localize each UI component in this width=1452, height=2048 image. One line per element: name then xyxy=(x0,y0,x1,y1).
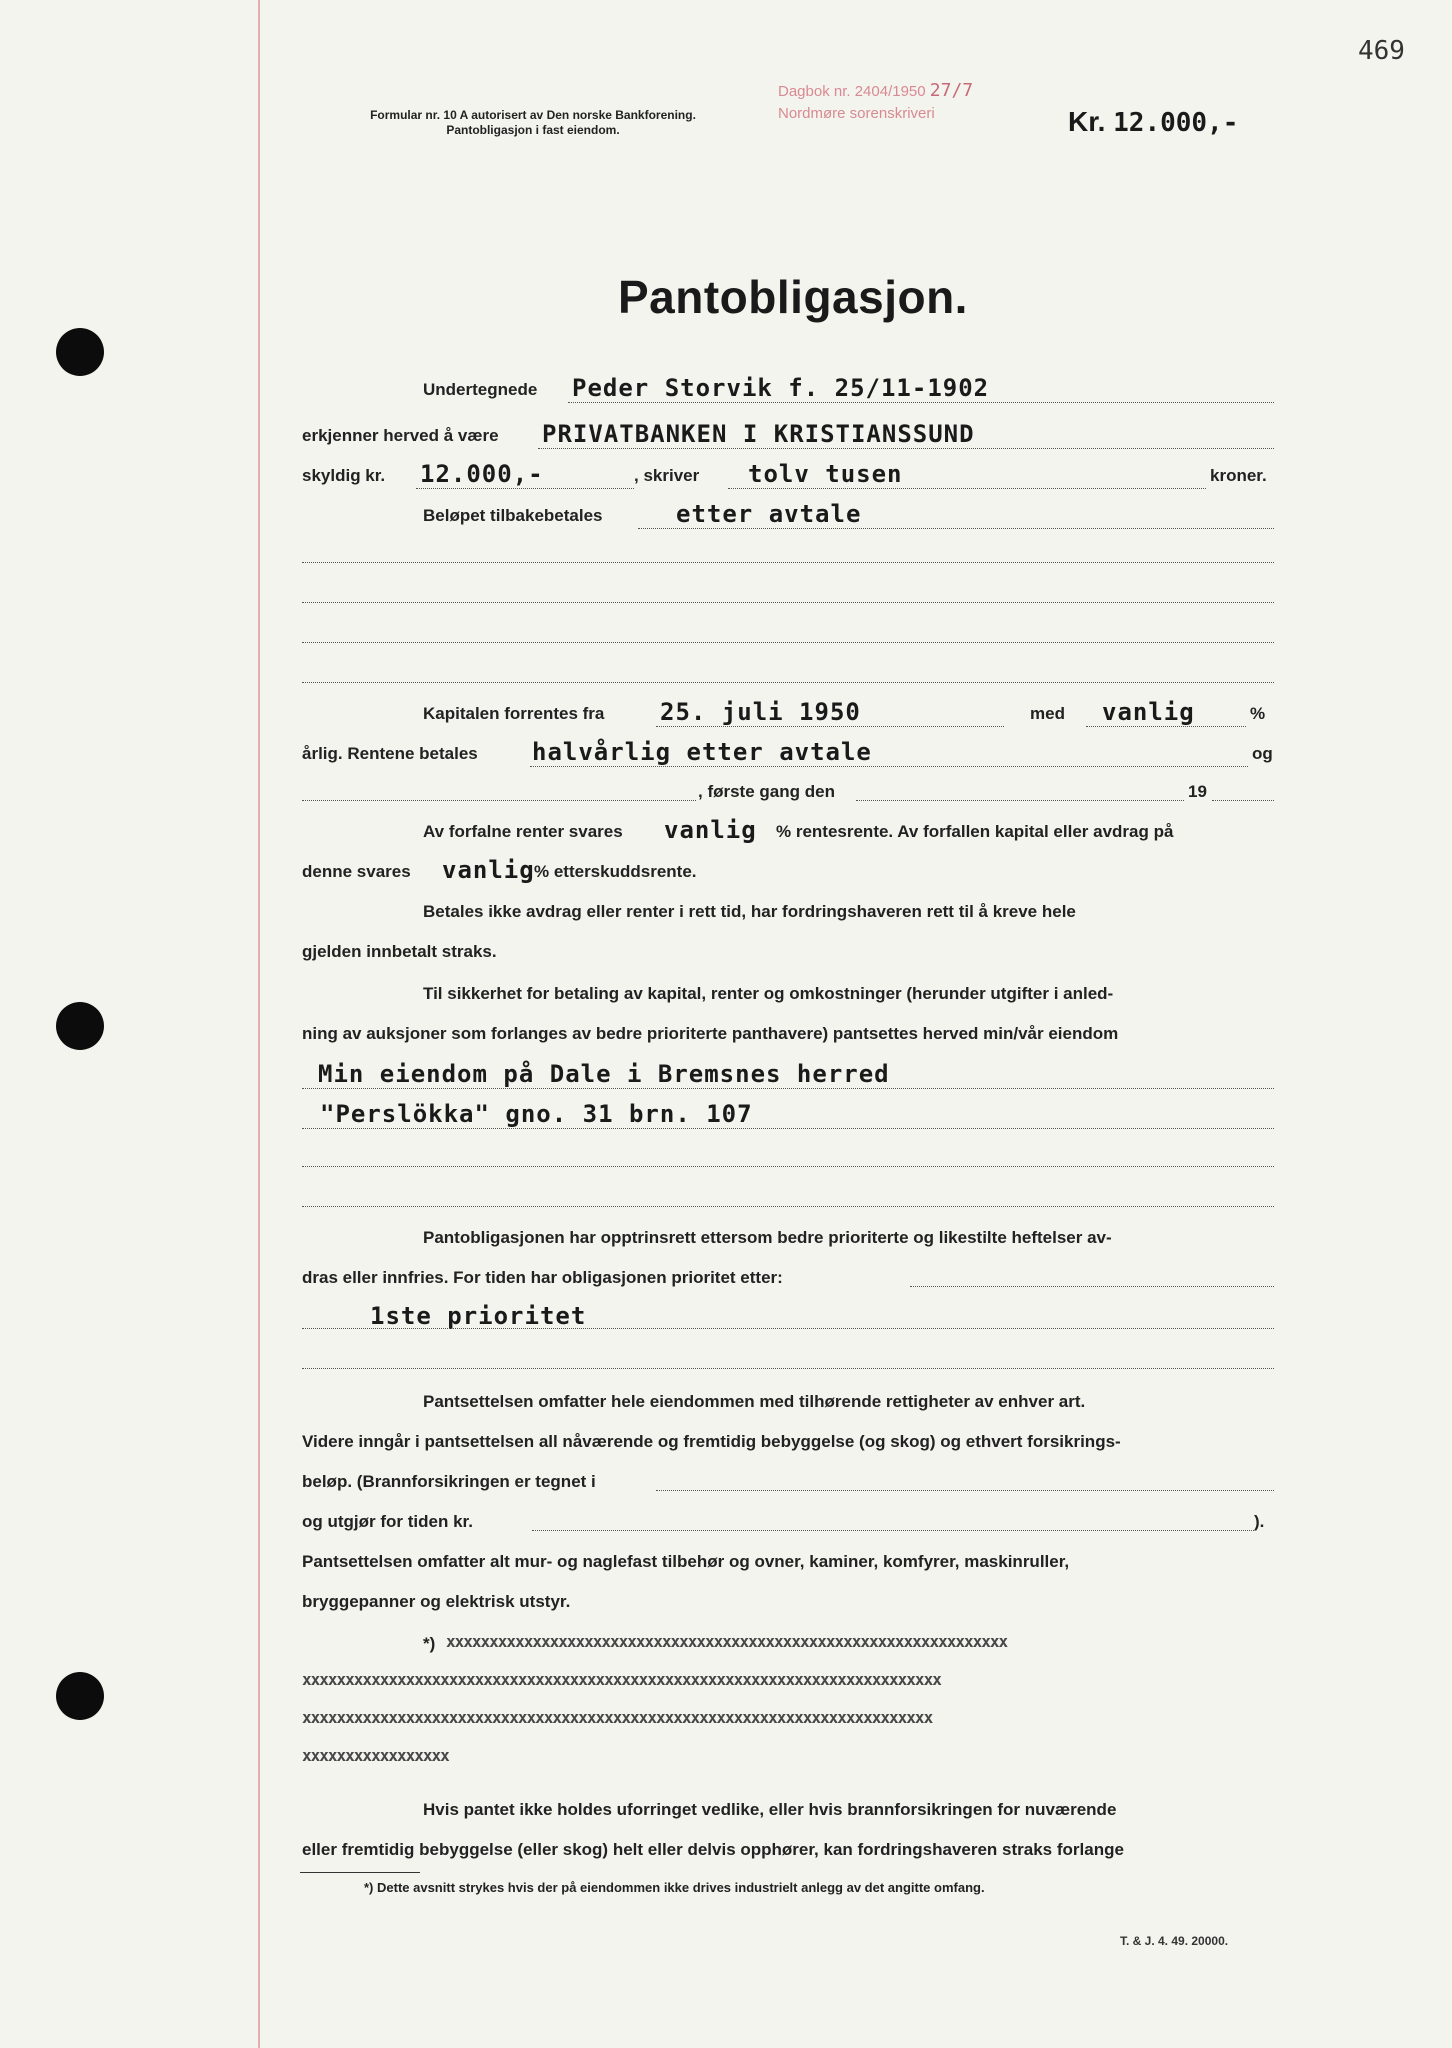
skriver-label: , skriver xyxy=(634,466,700,485)
registration-stamp xyxy=(778,80,973,122)
forfalne-label: Av forfalne renter svares xyxy=(423,822,623,841)
punch-hole-top xyxy=(56,328,104,376)
property-line1: Min eiendom på Dale i Bremsnes herred xyxy=(318,1060,890,1088)
struck-line3: xxxxxxxxxxxxxxxxxxxxxxxxxxxxxxxxxxxxxxxxxxxxxxxxxxxxxxxxxxxxxxxxxxxxxxxxx xyxy=(302,1708,933,1727)
year-label: 19 xyxy=(1188,782,1207,801)
rule xyxy=(302,1328,1274,1329)
rule xyxy=(656,726,1004,727)
creditor-field: PRIVATBANKEN I KRISTIANSSUND xyxy=(542,420,975,448)
punch-hole-bottom xyxy=(56,1672,104,1720)
tilbake-label: Beløpet tilbakebetales xyxy=(423,506,603,525)
rule xyxy=(302,602,1274,603)
betales-line1: Betales ikke avdrag eller renter i rett tid, har fordringshaveren rett til å kreve hele xyxy=(423,902,1076,921)
punch-hole-middle xyxy=(56,1002,104,1050)
form-header xyxy=(298,108,768,138)
rule xyxy=(302,1128,1274,1129)
rule xyxy=(302,682,1274,683)
struck-marker: *) xyxy=(423,1634,436,1653)
interest-payment-field: halvårlig etter avtale xyxy=(532,738,872,766)
rule xyxy=(302,800,696,801)
debt-amount-field: 12.000,- xyxy=(420,460,544,488)
omfatter-line5: Pantsettelsen omfatter alt mur- og naglefast tilbehør og ovner, kaminer, komfyrer, maskinruller, xyxy=(302,1552,1070,1571)
omfatter-line4: og utgjør for tiden kr. xyxy=(302,1512,473,1531)
erkjenner-label: erkjenner herved å være xyxy=(302,426,499,445)
forfalne-rest: % rentesrente. Av forfallen kapital eller avdrag på xyxy=(776,822,1174,841)
rule xyxy=(538,448,1274,449)
kapital-label: Kapitalen forrentes fra xyxy=(423,704,605,723)
betales-line2: gjelden innbetalt straks. xyxy=(302,942,497,961)
amount-words-field: tolv tusen xyxy=(748,460,903,488)
rule xyxy=(638,528,1274,529)
footnote: *) Dette avsnitt strykes hvis der på eiendommen ikke drives industrielt anlegg av det angitte omfang. xyxy=(364,1880,985,1895)
opptrinn-line1: Pantobligasjonen har opptrinsrett ettersom bedre prioriterte og likestilte heftelser av- xyxy=(423,1228,1112,1247)
sikkerhet-line1: Til sikkerhet for betaling av kapital, renter og omkostninger (herunder utgifter i anled- xyxy=(423,984,1114,1003)
stamp-line2: Nordmøre sorenskriveri xyxy=(778,105,935,122)
omfatter-line2: Videre inngår i pantsettelsen all nåværende og fremtidig bebyggelse (og skog) og ethvert forsikrings- xyxy=(302,1432,1121,1451)
kroner-label: kroner. xyxy=(1210,466,1267,485)
rule xyxy=(532,1530,1254,1531)
struck-line1: xxxxxxxxxxxxxxxxxxxxxxxxxxxxxxxxxxxxxxxxxxxxxxxxxxxxxxxxxxxxxxxxx xyxy=(446,1632,1008,1651)
med-label: med xyxy=(1030,704,1065,723)
aarlig-label: årlig. Rentene betales xyxy=(302,744,478,763)
form-header-line1: Formular nr. 10 A autorisert av Den norske Bankforening. xyxy=(370,108,696,122)
rule xyxy=(910,1286,1274,1287)
late-interest-field: vanlig xyxy=(442,856,535,884)
rule xyxy=(302,1368,1274,1369)
rule xyxy=(728,488,1206,489)
margin-line xyxy=(258,0,260,2048)
rule xyxy=(302,1206,1274,1207)
og-label: og xyxy=(1252,744,1273,763)
rule xyxy=(302,562,1274,563)
omfatter-line3: beløp. (Brannforsikringen er tegnet i xyxy=(302,1472,596,1491)
rule xyxy=(416,488,634,489)
footnote-divider xyxy=(300,1872,420,1873)
property-line2: "Perslökka" gno. 31 brn. 107 xyxy=(320,1100,753,1128)
omfatter-line6: bryggepanner og elektrisk utstyr. xyxy=(302,1592,571,1611)
interest-start-field: 25. juli 1950 xyxy=(660,698,861,726)
denne-rest: % etterskuddsrente. xyxy=(534,862,697,881)
vedlike-line1: Hvis pantet ikke holdes uforringet vedlike, eller hvis brannforsikringen for nuværende xyxy=(423,1800,1117,1819)
struck-line2: xxxxxxxxxxxxxxxxxxxxxxxxxxxxxxxxxxxxxxxxxxxxxxxxxxxxxxxxxxxxxxxxxxxxxxxxxx xyxy=(302,1670,941,1689)
rule xyxy=(1086,726,1246,727)
document-title: Pantobligasjon. xyxy=(618,271,968,323)
stamp-line1: Dagbok nr. 2404/1950 xyxy=(778,83,926,100)
forste-label: , første gang den xyxy=(698,782,835,801)
omfatter-line4-end: ). xyxy=(1254,1512,1265,1531)
percent-label: % xyxy=(1250,704,1266,723)
rule xyxy=(302,1166,1274,1167)
amount-header xyxy=(1068,106,1238,138)
page-number: 469 xyxy=(1358,36,1405,66)
form-header-line2: Pantobligasjon i fast eiendom. xyxy=(446,123,620,137)
interest-rate-field: vanlig xyxy=(1102,698,1195,726)
vedlike-line2: eller fremtidig bebyggelse (eller skog) helt eller delvis opphører, kan fordringshaveren straks forlange xyxy=(302,1840,1124,1859)
sikkerhet-line2: ning av auksjoner som forlanges av bedre prioriterte panthavere) pantsettes herved min/vår eiendom xyxy=(302,1024,1119,1043)
overdue-interest-field: vanlig xyxy=(664,816,757,844)
priority-field: 1ste prioritet xyxy=(370,1302,587,1330)
rule xyxy=(656,1490,1274,1491)
stamp-annotation: 27/7 xyxy=(929,80,974,101)
omfatter-line1: Pantsettelsen omfatter hele eiendommen med tilhørende rettigheter av enhver art. xyxy=(423,1392,1086,1411)
repayment-field: etter avtale xyxy=(676,500,862,528)
amount-header-value: 12.000,- xyxy=(1113,108,1239,138)
rule xyxy=(568,402,1274,403)
denne-label: denne svares xyxy=(302,862,411,881)
struck-line4: xxxxxxxxxxxxxxxxx xyxy=(302,1746,449,1765)
opptrinn-line2: dras eller innfries. For tiden har obligasjonen prioritet etter: xyxy=(302,1268,783,1287)
rule xyxy=(856,800,1184,801)
rule xyxy=(530,766,1248,767)
undertegnede-label: Undertegnede xyxy=(423,380,538,399)
kr-label: Kr. xyxy=(1068,106,1106,137)
printer-mark: T. & J. 4. 49. 20000. xyxy=(1120,1934,1229,1948)
rule xyxy=(302,1088,1274,1089)
debtor-name-field: Peder Storvik f. 25/11-1902 xyxy=(572,374,990,402)
rule xyxy=(1212,800,1274,801)
rule xyxy=(302,642,1274,643)
skyldig-label: skyldig kr. xyxy=(302,466,386,485)
